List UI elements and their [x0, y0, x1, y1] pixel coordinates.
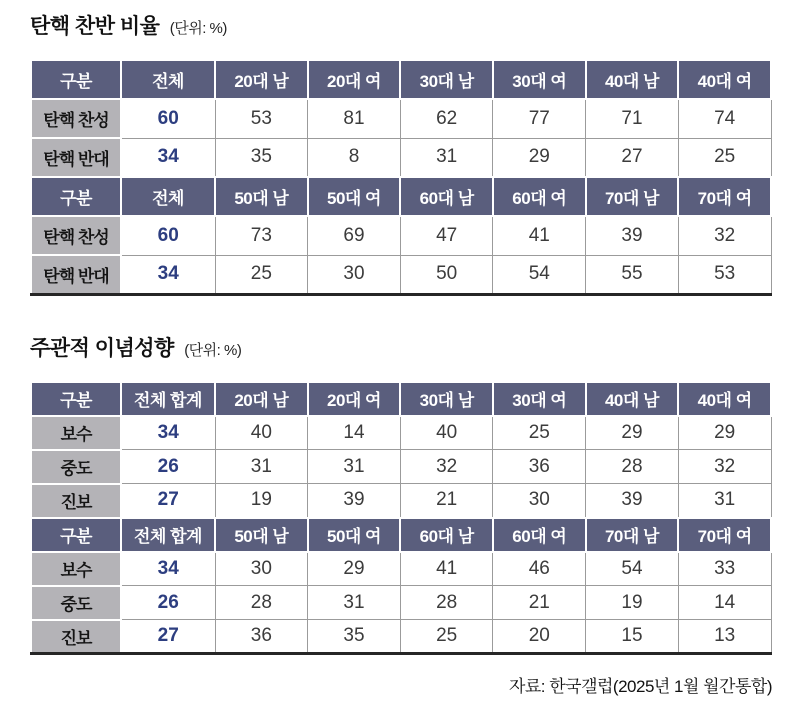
column-header: 30대 여	[493, 60, 586, 99]
column-header: 60대 여	[493, 518, 586, 552]
total-value-cell: 60	[121, 99, 215, 138]
column-header: 40대 남	[586, 60, 679, 99]
value-cell: 50	[400, 255, 493, 294]
column-header: 20대 남	[215, 382, 308, 416]
value-cell: 41	[400, 552, 493, 586]
value-cell: 47	[400, 216, 493, 255]
value-cell: 31	[308, 586, 401, 620]
value-cell: 39	[308, 484, 401, 518]
value-cell: 28	[586, 450, 679, 484]
column-header: 60대 남	[400, 177, 493, 216]
total-value-cell: 34	[121, 255, 215, 294]
column-header: 50대 여	[308, 177, 401, 216]
column-header: 전체	[121, 177, 215, 216]
table-block-ideology	[30, 336, 772, 656]
header-row	[31, 60, 771, 99]
total-value-cell: 26	[121, 586, 215, 620]
row-label: 진보	[31, 484, 121, 518]
row-label: 보수	[31, 416, 121, 450]
column-header: 전체 합계	[121, 518, 215, 552]
row-label: 탄핵 반대	[31, 255, 121, 294]
value-cell: 81	[308, 99, 401, 138]
source-caption: 자료: 한국갤럽(2025년 1월 월간통합)	[508, 677, 772, 696]
data-row	[31, 216, 771, 255]
value-cell: 32	[678, 450, 771, 484]
header-row	[31, 518, 771, 552]
value-cell: 19	[586, 586, 679, 620]
unit-label: (단위: %)	[169, 20, 227, 37]
total-value-cell: 34	[121, 138, 215, 177]
column-header: 구분	[31, 518, 121, 552]
column-header: 구분	[31, 382, 121, 416]
data-table-impeachment	[30, 59, 772, 296]
column-header: 70대 여	[678, 177, 771, 216]
value-cell: 15	[586, 620, 679, 654]
column-header: 20대 여	[308, 382, 401, 416]
column-header: 20대 여	[308, 60, 401, 99]
value-cell: 40	[400, 416, 493, 450]
data-row	[31, 620, 771, 654]
data-row	[31, 552, 771, 586]
data-table-ideology	[30, 381, 772, 656]
column-header: 40대 남	[586, 382, 679, 416]
title-text: 주관적 이념성향	[30, 336, 174, 360]
row-label: 탄핵 찬성	[31, 99, 121, 138]
column-header: 30대 남	[400, 382, 493, 416]
table-title-ideology	[30, 336, 772, 364]
row-label: 탄핵 반대	[31, 138, 121, 177]
value-cell: 28	[400, 586, 493, 620]
data-row	[31, 450, 771, 484]
value-cell: 35	[308, 620, 401, 654]
column-header: 60대 여	[493, 177, 586, 216]
title-text: 탄핵 찬반 비율	[30, 15, 160, 38]
value-cell: 54	[586, 552, 679, 586]
value-cell: 30	[493, 484, 586, 518]
value-cell: 29	[493, 138, 586, 177]
data-row	[31, 255, 771, 294]
value-cell: 74	[678, 99, 771, 138]
value-cell: 36	[493, 450, 586, 484]
data-row	[31, 138, 771, 177]
value-cell: 25	[400, 620, 493, 654]
value-cell: 55	[586, 255, 679, 294]
value-cell: 33	[678, 552, 771, 586]
data-row	[31, 484, 771, 518]
column-header: 50대 남	[215, 177, 308, 216]
total-value-cell: 27	[121, 484, 215, 518]
total-value-cell: 26	[121, 450, 215, 484]
value-cell: 69	[308, 216, 401, 255]
value-cell: 31	[678, 484, 771, 518]
table-title-impeachment	[30, 14, 772, 42]
row-label: 중도	[31, 586, 121, 620]
table-block-impeachment	[30, 14, 772, 296]
unit-label: (단위: %)	[184, 341, 242, 359]
value-cell: 30	[215, 552, 308, 586]
tables-container	[30, 14, 772, 655]
value-cell: 36	[215, 620, 308, 654]
value-cell: 28	[215, 586, 308, 620]
value-cell: 35	[215, 138, 308, 177]
column-header: 70대 남	[586, 518, 679, 552]
value-cell: 39	[586, 216, 679, 255]
column-header: 40대 여	[678, 382, 771, 416]
data-row	[31, 416, 771, 450]
value-cell: 41	[493, 216, 586, 255]
value-cell: 29	[678, 416, 771, 450]
value-cell: 54	[493, 255, 586, 294]
value-cell: 13	[678, 620, 771, 654]
column-header: 70대 여	[678, 518, 771, 552]
value-cell: 31	[215, 450, 308, 484]
value-cell: 71	[586, 99, 679, 138]
total-value-cell: 34	[121, 552, 215, 586]
column-header: 구분	[31, 177, 121, 216]
column-header: 60대 남	[400, 518, 493, 552]
row-label: 중도	[31, 450, 121, 484]
value-cell: 25	[493, 416, 586, 450]
value-cell: 31	[400, 138, 493, 177]
value-cell: 8	[308, 138, 401, 177]
column-header: 40대 여	[678, 60, 771, 99]
value-cell: 32	[678, 216, 771, 255]
row-label: 진보	[31, 620, 121, 654]
header-row	[31, 177, 771, 216]
column-header: 전체 합계	[121, 382, 215, 416]
value-cell: 30	[308, 255, 401, 294]
value-cell: 53	[678, 255, 771, 294]
total-value-cell: 60	[121, 216, 215, 255]
column-header: 20대 남	[215, 60, 308, 99]
value-cell: 27	[586, 138, 679, 177]
value-cell: 29	[308, 552, 401, 586]
value-cell: 73	[215, 216, 308, 255]
data-row	[31, 99, 771, 138]
value-cell: 19	[215, 484, 308, 518]
header-row	[31, 382, 771, 416]
column-header: 구분	[31, 60, 121, 99]
value-cell: 25	[678, 138, 771, 177]
column-header: 50대 남	[215, 518, 308, 552]
total-value-cell: 34	[121, 416, 215, 450]
value-cell: 20	[493, 620, 586, 654]
data-row	[31, 586, 771, 620]
value-cell: 29	[586, 416, 679, 450]
value-cell: 31	[308, 450, 401, 484]
value-cell: 21	[400, 484, 493, 518]
value-cell: 14	[678, 586, 771, 620]
value-cell: 21	[493, 586, 586, 620]
value-cell: 46	[493, 552, 586, 586]
column-header: 50대 여	[308, 518, 401, 552]
column-header: 30대 남	[400, 60, 493, 99]
row-label: 보수	[31, 552, 121, 586]
value-cell: 53	[215, 99, 308, 138]
column-header: 전체	[121, 60, 215, 99]
value-cell: 39	[586, 484, 679, 518]
value-cell: 77	[493, 99, 586, 138]
value-cell: 40	[215, 416, 308, 450]
value-cell: 32	[400, 450, 493, 484]
value-cell: 25	[215, 255, 308, 294]
value-cell: 62	[400, 99, 493, 138]
total-value-cell: 27	[121, 620, 215, 654]
column-header: 30대 여	[493, 382, 586, 416]
value-cell: 14	[308, 416, 401, 450]
column-header: 70대 남	[586, 177, 679, 216]
row-label: 탄핵 찬성	[31, 216, 121, 255]
